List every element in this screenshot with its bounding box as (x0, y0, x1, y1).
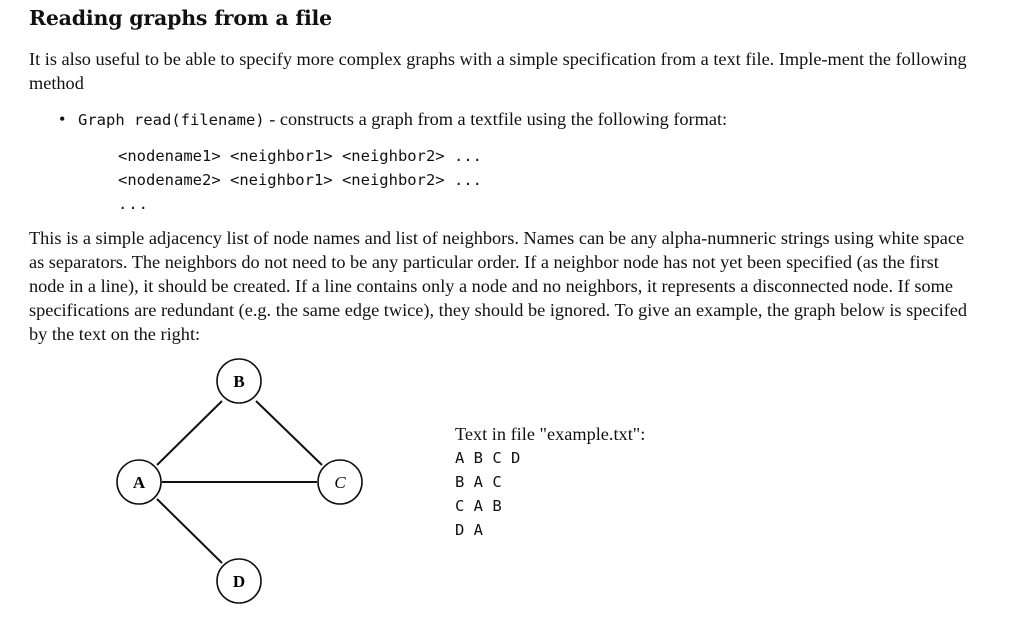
example-file-line: C A B (455, 497, 502, 515)
node-label-a: A (132, 473, 146, 492)
bullet-icon: • (59, 109, 66, 129)
description-paragraph: This is a simple adjacency list of node names and list of neighbors. Names can be any alpha-numneric strings using white space as separators. The neighbors do not need to be any particular order. If a neighbor node has not yet been specified (as the first node in a line), it should be created. If a line contains only a node and no neighbors, it represents a disconnected node. If some specifications are redundant (e.g. the same edge twice), they should be ignored. To give an example, the graph below is specifed by the text on the right: (29, 228, 968, 344)
example-file-title: Text in file "example.txt": (455, 424, 646, 444)
intro-paragraph: It is also useful to be able to specify more complex graphs with a simple specification from a text file. Imple-ment the following method (29, 49, 967, 93)
example-file-box (455, 422, 645, 542)
format-line: <nodename1> <neighbor1> <neighbor2> ... (118, 147, 482, 165)
node-label-c: C (334, 473, 346, 492)
format-line: ... (118, 195, 149, 213)
example-file-line: A B C D (455, 449, 521, 467)
method-signature: Graph read(filename) (78, 111, 265, 129)
format-line: <nodename2> <neighbor1> <neighbor2> ... (118, 171, 482, 189)
example-file-line: B A C (455, 473, 502, 491)
node-label-d: D (232, 572, 246, 591)
edge-a-d (157, 499, 222, 563)
section-heading: Reading graphs from a file (29, 6, 332, 30)
node-label-b: B (233, 372, 245, 391)
edge-b-c (256, 401, 322, 465)
method-description: - constructs a graph from a textfile using the following format: (264, 109, 728, 129)
example-file-line: D A (455, 521, 483, 539)
edge-a-b (157, 401, 222, 465)
